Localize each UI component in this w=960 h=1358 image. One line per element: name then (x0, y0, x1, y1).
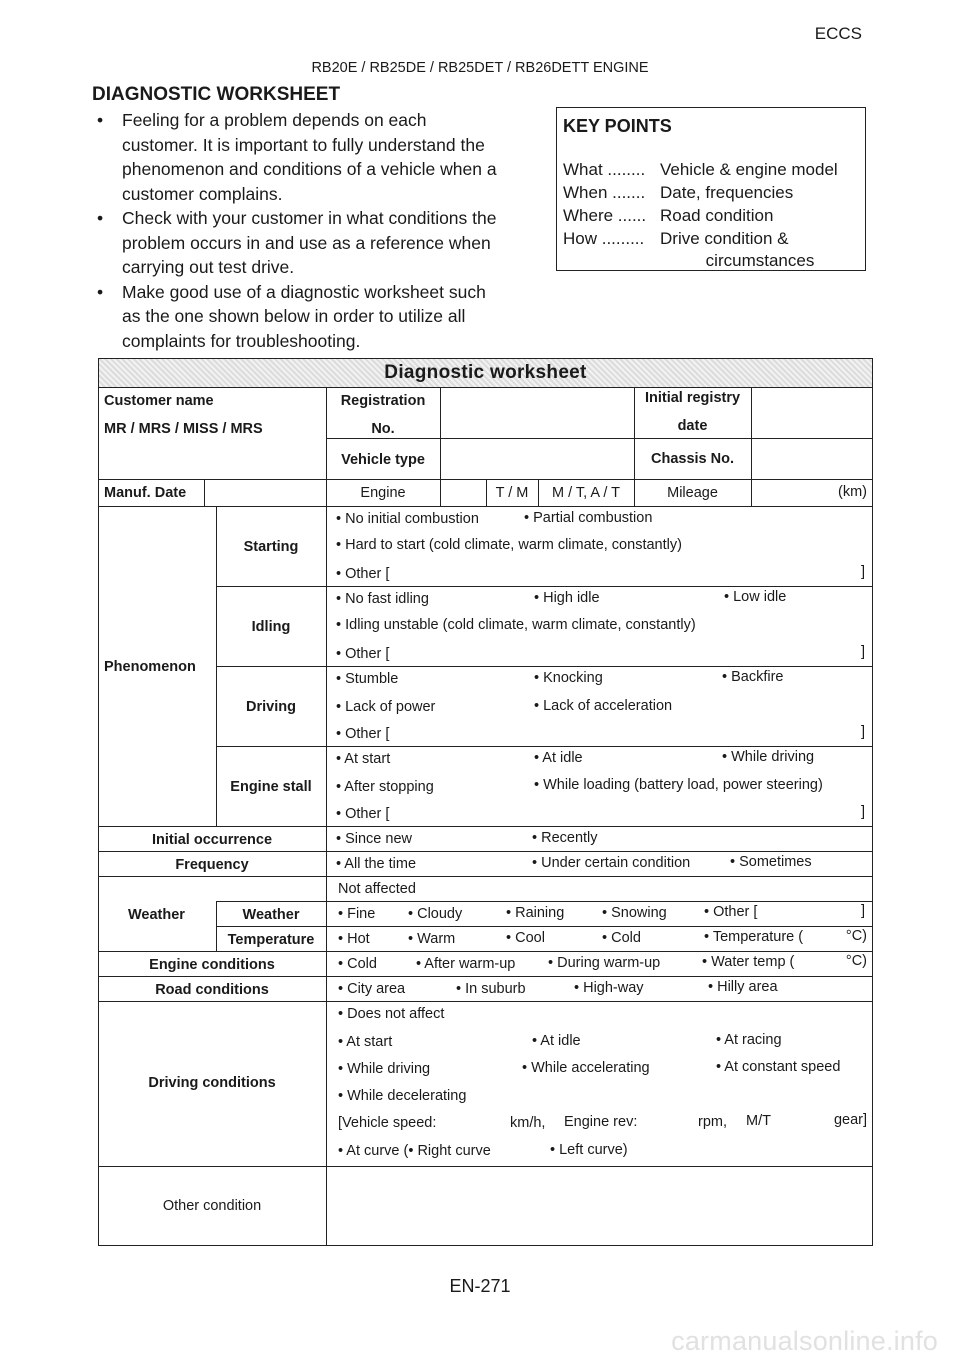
driving-other-close: ] (860, 724, 865, 740)
engine-conditions-label: Engine conditions (149, 957, 275, 973)
tm-label: T / M (495, 485, 529, 501)
stall-other: • Other [ (336, 806, 390, 822)
dc-at-idle: • At idle (532, 1033, 581, 1049)
chassis-no-label: Chassis No. (651, 451, 734, 467)
rule (216, 666, 873, 667)
section-code: ECCS (814, 24, 862, 43)
all-the-time: • All the time (336, 856, 417, 872)
driving-knocking: • Knocking (534, 670, 603, 686)
driving-conditions-label: Driving conditions (148, 1075, 276, 1091)
bullet-1: • Feeling for a problem depends on each customer. It is important to fully understand the phenomenon and conditions of a vehicle when a customer complains. (92, 108, 552, 206)
registration-no-label: No. (371, 421, 395, 437)
idling-no-fast-idling: • No fast idling (336, 591, 429, 607)
idling-other-close: ] (860, 644, 865, 660)
engine-stall-label: Engine stall (230, 779, 312, 795)
bullet-2: • Check with your customer in what conditions the problem occurs in and use as a reference when carrying out test drive. (92, 206, 552, 280)
dc-at-start: • At start (338, 1034, 393, 1050)
weather-raining: • Raining (506, 905, 565, 921)
key-point-when: When ....... Date, frequencies (563, 183, 794, 202)
dc-does-not-affect: • Does not affect (338, 1006, 445, 1022)
driving-lack-of-acceleration: • Lack of acceleration (534, 698, 673, 714)
dc-gear: gear] (833, 1112, 867, 1128)
watermark: carmanualsonline.info (671, 1326, 938, 1356)
rule (216, 746, 873, 747)
rule (751, 387, 752, 479)
worksheet-title: Diagnostic worksheet (384, 362, 587, 383)
rule (216, 926, 873, 927)
ec-water-temp-unit: °C) (845, 953, 867, 969)
weather-group-label: Weather (128, 907, 185, 923)
starting-label: Starting (243, 539, 299, 555)
road-conditions-label: Road conditions (155, 982, 269, 998)
key-point-how-continued: circumstances (705, 251, 815, 270)
dc-mt: M/T (746, 1113, 771, 1129)
rule (751, 479, 752, 506)
dc-engine-rev: Engine rev: (564, 1114, 638, 1130)
stall-at-start: • At start (336, 751, 391, 767)
since-new: • Since new (336, 831, 413, 847)
temp-unit: °C) (845, 928, 867, 944)
rule (98, 1166, 873, 1167)
road-in-suburb: • In suburb (456, 981, 526, 997)
rule (216, 901, 873, 902)
registration-label: Registration (340, 393, 426, 409)
key-point-where: Where ...... Road condition (563, 206, 774, 225)
road-city-area: • City area (338, 981, 406, 997)
phenomenon-label: Phenomenon (104, 659, 196, 675)
key-point-how: How ......... Drive condition & (563, 229, 789, 248)
stall-at-idle: • At idle (534, 750, 583, 766)
stall-after-stopping: • After stopping (336, 779, 434, 795)
temp-temperature: • Temperature ( (704, 929, 804, 945)
intro-bullets (92, 108, 552, 353)
dc-at-curve: • At curve (• Right curve (338, 1143, 491, 1159)
weather-label: Weather (242, 907, 300, 923)
manuf-date-label: Manuf. Date (104, 485, 187, 501)
other-condition-label: Other condition (162, 1198, 262, 1214)
starting-hard-to-start: • Hard to start (cold climate, warm climate, constantly) (336, 537, 682, 553)
driving-lack-of-power: • Lack of power (336, 699, 436, 715)
ec-cold: • Cold (338, 956, 377, 972)
dc-while-decelerating: • While decelerating (338, 1088, 467, 1104)
dc-while-driving: • While driving (338, 1061, 431, 1077)
rule (98, 506, 873, 507)
starting-no-initial-combustion: • No initial combustion (336, 511, 479, 527)
initial-occurrence-label: Initial occurrence (151, 832, 273, 848)
temp-cold: • Cold (602, 930, 641, 946)
rule (98, 851, 873, 852)
dc-left-curve: • Left curve) (550, 1142, 628, 1158)
idling-low-idle: • Low idle (724, 589, 787, 605)
engine-header: RB20E / RB25DE / RB25DET / RB26DETT ENGINE (311, 60, 649, 76)
road-high-way: • High-way (574, 980, 644, 996)
idling-high-idle: • High idle (534, 590, 600, 606)
rule (98, 1001, 873, 1002)
rule (98, 876, 873, 877)
rule (326, 387, 327, 1246)
driving-stumble: • Stumble (336, 671, 399, 687)
driving-other: • Other [ (336, 726, 390, 742)
frequency-label: Frequency (175, 857, 249, 873)
dc-at-racing: • At racing (716, 1032, 782, 1048)
idling-other: • Other [ (336, 646, 390, 662)
idling-unstable: • Idling unstable (cold climate, warm climate, constantly) (336, 617, 696, 633)
temperature-label: Temperature (227, 932, 315, 948)
dc-while-accelerating: • While accelerating (522, 1060, 650, 1076)
dc-at-constant-speed: • At constant speed (716, 1059, 841, 1075)
ec-after-warm-up: • After warm-up (416, 956, 516, 972)
mt-at-label: M / T, A / T (552, 485, 620, 501)
rule (326, 438, 873, 439)
key-point-what: What ........ Vehicle & engine model (563, 160, 838, 179)
recently: • Recently (532, 830, 598, 846)
starting-other: • Other [ (336, 566, 390, 582)
customer-name-label: Customer name (104, 393, 214, 409)
km-unit: (km) (838, 484, 867, 500)
bullet-3: • Make good use of a diagnostic worksheet such as the one shown below in order to utilize all complaints for troubleshooting. (92, 280, 552, 354)
driving-label: Driving (246, 699, 296, 715)
rule (204, 479, 205, 506)
dc-kmh: km/h, (510, 1115, 546, 1131)
rule (98, 951, 873, 952)
ec-during-warm-up: • During warm-up (548, 955, 661, 971)
road-hilly-area: • Hilly area (708, 979, 778, 995)
sometimes: • Sometimes (730, 854, 812, 870)
initial-registry-label: Initial registry (644, 390, 741, 406)
customer-title-options: MR / MRS / MISS / MRS (104, 421, 263, 437)
temp-hot: • Hot (338, 931, 370, 947)
rule (216, 586, 873, 587)
dc-vehicle-speed: [Vehicle speed: (338, 1115, 437, 1131)
mileage-label: Mileage (667, 485, 718, 501)
rule (98, 826, 873, 827)
rule (440, 387, 441, 479)
stall-while-loading: • While loading (battery load, power steering) (534, 777, 823, 793)
idling-label: Idling (251, 619, 291, 635)
page-number: EN-271 (449, 1276, 511, 1296)
vehicle-type-label: Vehicle type (341, 452, 425, 468)
dc-rpm: rpm, (698, 1114, 727, 1130)
rule (440, 479, 441, 506)
stall-other-close: ] (860, 804, 865, 820)
stall-while-driving: • While driving (722, 749, 815, 765)
key-points-box (556, 107, 866, 271)
weather-cloudy: • Cloudy (408, 906, 463, 922)
weather-other-close: ] (860, 903, 865, 919)
starting-partial-combustion: • Partial combustion (524, 510, 653, 526)
page-title: DIAGNOSTIC WORKSHEET (92, 84, 341, 105)
weather-snowing: • Snowing (602, 905, 667, 921)
diagnostic-worksheet (98, 358, 873, 1246)
rule (98, 976, 873, 977)
initial-registry-date-label: date (677, 418, 708, 434)
driving-backfire: • Backfire (722, 669, 784, 685)
weather-not-affected: Not affected (338, 881, 416, 897)
under-certain-condition: • Under certain condition (532, 855, 691, 871)
weather-other: • Other [ (704, 904, 758, 920)
starting-other-close: ] (860, 564, 865, 580)
weather-fine: • Fine (338, 906, 376, 922)
temp-cool: • Cool (506, 930, 545, 946)
temp-warm: • Warm (408, 931, 456, 947)
ec-water-temp: • Water temp ( (702, 954, 795, 970)
engine-label: Engine (360, 485, 406, 501)
key-points-title: KEY POINTS (563, 116, 672, 136)
